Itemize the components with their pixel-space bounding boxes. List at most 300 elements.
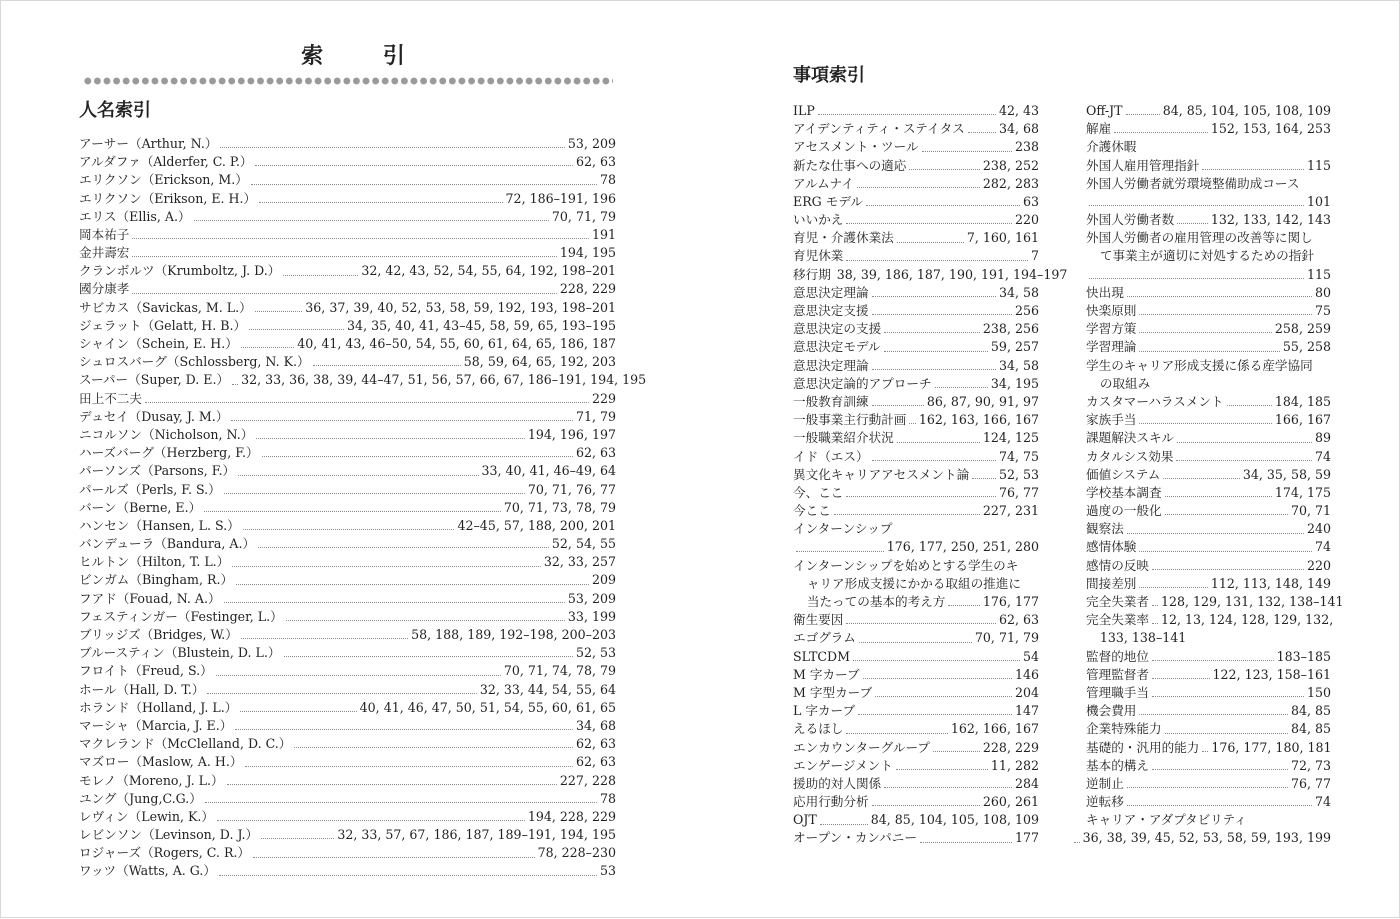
entry-term: 完全失業率	[1086, 612, 1149, 628]
entry-pages: 32, 33, 36, 38, 39, 44–47, 51, 56, 57, 66, 67, 186–191, 194, 195	[241, 372, 647, 388]
index-entry	[1086, 284, 1331, 302]
entry-term: キャリア・アダプタビリティ	[1086, 812, 1247, 828]
index-entry	[793, 302, 1039, 320]
entry-term: 移行期	[793, 266, 831, 282]
entry-pages: 209	[591, 572, 616, 588]
dot-leader	[872, 369, 996, 370]
entry-term: ハンセン（Hansen, L. S.）	[79, 517, 240, 533]
entry-pages: 53, 209	[567, 590, 616, 606]
dot-leader	[227, 784, 557, 785]
dot-leader	[243, 529, 455, 530]
entry-pages: 78	[599, 172, 616, 188]
index-entry	[793, 557, 1039, 575]
entry-term: 観察法	[1086, 521, 1124, 537]
index-entry	[1086, 338, 1331, 356]
dot-leader	[1152, 569, 1304, 570]
entry-pages: 132, 133, 142, 143	[1210, 212, 1331, 228]
index-entry	[793, 320, 1039, 338]
entry-pages: 152, 153, 164, 253	[1210, 121, 1331, 137]
entry-term: 國分康孝	[79, 281, 130, 297]
entry-term: 学生のキャリア形成支援に係る産学協同	[1086, 357, 1313, 373]
dot-leader	[232, 384, 238, 385]
dot-leader	[1165, 496, 1272, 497]
entry-term: レヴィン（Lewin, K.）	[79, 808, 214, 824]
index-entry	[1086, 266, 1331, 284]
entry-pages: 36, 37, 39, 40, 52, 53, 58, 59, 192, 193, 198–201	[305, 299, 616, 315]
entry-term: 育児・介護休業法	[793, 230, 894, 246]
index-entry	[793, 193, 1039, 211]
entry-pages: 80	[1314, 284, 1331, 300]
entry-term: 間接差別	[1086, 575, 1137, 591]
index-entry	[1086, 775, 1331, 793]
entry-pages: 84, 85	[1290, 721, 1331, 737]
entry-pages: 220	[1306, 557, 1331, 573]
index-entry	[1086, 466, 1331, 484]
entry-term: 援助的対人関係	[793, 775, 882, 791]
entry-term: 基本的構え	[1086, 757, 1149, 773]
entry-term: 学校基本調査	[1086, 484, 1162, 500]
entry-term: 過度の一般化	[1086, 503, 1162, 519]
index-entry	[793, 448, 1039, 466]
index-entry	[1082, 830, 1331, 848]
entry-term: クランボルツ（Krumboltz, J. D.）	[79, 263, 281, 279]
entry-pages: 124, 125	[982, 430, 1039, 446]
entry-term: バーン（Berne, E.）	[79, 499, 202, 515]
dot-leader	[922, 151, 1012, 152]
entry-pages: 227, 231	[982, 503, 1039, 519]
dot-leader	[1139, 551, 1312, 552]
dot-leader	[820, 824, 868, 825]
entry-term: 外国人労働者就労環境整備助成コース	[1086, 175, 1300, 191]
dot-leader	[1139, 314, 1312, 315]
index-entry	[1086, 375, 1331, 393]
entry-term: 課題解決スキル	[1086, 430, 1175, 446]
entry-term: て事業主が適切に対処するための指針	[1099, 248, 1314, 264]
index-entry	[79, 190, 616, 208]
entry-term: 外国人労働者数	[1086, 212, 1175, 228]
dot-leader	[241, 638, 408, 639]
entry-term: インターンシップを始めとする学生のキ	[793, 557, 1019, 573]
entry-pages: 53	[599, 863, 616, 879]
index-entry	[793, 266, 1068, 284]
index-entry	[793, 739, 1039, 757]
index-entry	[793, 811, 1039, 829]
dot-leader	[220, 147, 564, 148]
index-entry	[79, 662, 616, 680]
entry-term: カスタマーハラスメント	[1086, 393, 1224, 409]
index-entry	[793, 157, 1039, 175]
entry-pages: 59, 257	[990, 339, 1039, 355]
dot-leader	[897, 242, 964, 243]
index-entry	[1086, 739, 1331, 757]
index-entry	[79, 808, 616, 826]
entry-pages: 40, 41, 46, 47, 50, 51, 54, 55, 60, 61, 65	[359, 699, 616, 715]
entry-term: 意思決定理論	[793, 357, 869, 373]
dot-leader	[283, 275, 358, 276]
dot-leader	[235, 729, 573, 730]
index-entry	[793, 793, 1039, 811]
entry-pages: 238, 256	[982, 321, 1039, 337]
index-entry	[79, 408, 616, 426]
dot-leader	[1152, 605, 1158, 606]
dot-leader	[240, 711, 356, 712]
dot-leader	[216, 675, 501, 676]
subject-index-column-2	[1082, 102, 1344, 848]
entry-pages: 72, 73	[1290, 757, 1331, 773]
entry-term: エンカウンターグループ	[793, 739, 931, 755]
entry-term: 衛生要因	[793, 612, 844, 628]
dot-leader	[204, 511, 501, 512]
dot-leader	[224, 602, 565, 603]
entry-pages: 32, 42, 43, 52, 54, 55, 64, 192, 198–201	[361, 263, 616, 279]
index-entry	[793, 429, 1039, 447]
dot-leader	[132, 238, 589, 239]
index-entry	[793, 539, 1039, 557]
entry-pages: 238	[1014, 139, 1039, 155]
entry-pages: 194, 228, 229	[527, 808, 616, 824]
dot-leader	[1163, 478, 1240, 479]
index-entry	[793, 702, 1039, 720]
entry-term: イド（エス）	[793, 448, 869, 464]
entry-term: 感情の反映	[1086, 557, 1149, 573]
index-entry	[79, 262, 616, 280]
left-page	[1, 1, 701, 919]
index-entry	[1086, 611, 1334, 629]
dot-leader	[1139, 332, 1272, 333]
dot-leader	[933, 751, 980, 752]
index-entry	[793, 611, 1039, 629]
entry-pages: 220	[1014, 212, 1039, 228]
dot-leader	[884, 332, 980, 333]
entry-term: エリス（Ellis, A.）	[79, 208, 191, 224]
entry-pages: 34, 68	[998, 121, 1039, 137]
entry-pages: 227, 228	[559, 772, 616, 788]
entry-pages: 240	[1306, 521, 1331, 537]
dot-leader	[909, 169, 980, 170]
index-entry	[79, 553, 616, 571]
dot-leader	[846, 496, 996, 497]
index-entry	[1086, 157, 1331, 175]
person-index-heading: 人名索引	[79, 100, 151, 121]
entry-term: スーパー（Super, D. E.）	[79, 372, 230, 388]
entry-pages: 176, 177, 180, 181	[1211, 739, 1332, 755]
entry-pages: 63	[1022, 193, 1039, 209]
entry-term: ERG モデル	[793, 193, 863, 209]
index-entry	[793, 775, 1039, 793]
index-entry	[1086, 648, 1331, 666]
dot-leader	[1114, 132, 1208, 133]
index-entry	[793, 175, 1039, 193]
entry-pages: 78	[599, 790, 616, 806]
dot-leader	[1127, 787, 1288, 788]
index-entry	[793, 120, 1039, 138]
index-entry	[79, 790, 616, 808]
dot-leader	[132, 293, 557, 294]
entry-pages: 112, 113, 148, 149	[1210, 575, 1331, 591]
entry-pages: 62, 63	[575, 754, 616, 770]
entry-term: エリクソン（Erikson, E. H.）	[79, 190, 257, 206]
index-entry	[793, 102, 1039, 120]
index-entry	[793, 466, 1039, 484]
index-entry	[1086, 757, 1331, 775]
dot-leader	[875, 696, 1012, 697]
index-entry	[79, 590, 616, 608]
dot-leader	[1152, 623, 1158, 624]
index-entry	[79, 135, 616, 153]
index-entry	[1086, 193, 1331, 211]
dot-leader	[818, 114, 996, 115]
index-entry	[793, 830, 1039, 848]
index-entry	[793, 393, 1039, 411]
entry-pages: 162, 163, 166, 167	[918, 412, 1039, 428]
index-entry	[79, 626, 616, 644]
entry-pages: 72, 186–191, 196	[505, 190, 616, 206]
entry-term: ジェラット（Gelatt, H. B.）	[79, 317, 247, 333]
entry-term: 金井壽宏	[79, 245, 130, 261]
index-entry	[1086, 229, 1331, 247]
entry-pages: 260, 261	[982, 794, 1039, 810]
dotted-divider	[83, 75, 613, 87]
entry-term: ホランド（Holland, J. L.）	[79, 699, 238, 715]
entry-term: 解雇	[1086, 121, 1112, 137]
entry-term: Off-JT	[1086, 102, 1123, 118]
dot-leader	[857, 187, 980, 188]
dot-leader	[236, 584, 589, 585]
entry-pages: 52, 54, 55	[551, 536, 616, 552]
entry-term: 異文化キャリアアセスメント論	[793, 466, 970, 482]
entry-pages: 184, 185	[1274, 393, 1331, 409]
index-entry	[79, 644, 616, 662]
entry-pages: 70, 71, 79	[974, 630, 1039, 646]
index-entry	[793, 575, 1039, 593]
entry-pages: 146	[1014, 666, 1039, 682]
index-entry	[1086, 120, 1331, 138]
dot-leader	[968, 132, 996, 133]
index-entry	[793, 648, 1039, 666]
entry-pages: 62, 63	[998, 612, 1039, 628]
index-entry	[79, 171, 616, 189]
dot-leader	[1202, 751, 1208, 752]
entry-term: シュロスバーグ（Schlossberg, N. K.）	[79, 354, 310, 370]
dot-leader	[253, 857, 535, 858]
index-entry	[1086, 484, 1331, 502]
entry-pages: 258, 259	[1274, 321, 1331, 337]
dot-leader	[1152, 696, 1304, 697]
index-entry	[793, 520, 1039, 538]
index-entry	[79, 863, 616, 881]
entry-pages: 89	[1314, 430, 1331, 446]
index-entry	[79, 371, 647, 389]
dot-leader	[224, 493, 525, 494]
dot-leader	[145, 402, 589, 403]
entry-term: 133, 138–141	[1099, 630, 1187, 646]
entry-term: アルムナイ	[793, 175, 854, 191]
index-entry	[1086, 702, 1331, 720]
entry-term: 逆転移	[1086, 794, 1124, 810]
dot-leader	[948, 605, 980, 606]
index-entry	[79, 535, 616, 553]
entry-term: SLTCDM	[793, 648, 850, 664]
index-entry	[1086, 357, 1331, 375]
entry-pages: 84, 85, 104, 105, 108, 109	[1162, 102, 1331, 118]
entry-pages: 40, 41, 43, 46–50, 54, 55, 60, 61, 64, 65, 186, 187	[297, 336, 616, 352]
dot-leader	[863, 678, 1012, 679]
dot-leader	[872, 296, 996, 297]
dot-leader	[132, 256, 557, 257]
index-entry	[1086, 175, 1331, 193]
entry-pages: 34, 195	[990, 375, 1039, 391]
dot-leader	[1126, 114, 1160, 115]
dot-leader	[884, 787, 1012, 788]
index-entry	[79, 699, 616, 717]
entry-term: シャイン（Schein, E. H.）	[79, 336, 238, 352]
entry-term: 価値システム	[1086, 466, 1161, 482]
dot-leader	[1152, 769, 1288, 770]
entry-term: ホール（Hall, D. T.）	[79, 681, 205, 697]
entry-pages: 52, 53	[575, 645, 616, 661]
entry-term: 快出現	[1086, 284, 1124, 300]
index-entry	[1086, 720, 1331, 738]
dot-leader	[294, 747, 573, 748]
index-entry	[79, 281, 616, 299]
entry-pages: 33, 40, 41, 46–49, 64	[481, 463, 616, 479]
index-entry	[793, 375, 1039, 393]
entry-term: サビカス（Savickas, M. L.）	[79, 299, 252, 315]
dot-leader	[249, 329, 344, 330]
index-entry	[793, 211, 1039, 229]
index-entry	[793, 357, 1039, 375]
entry-term: M 字型カーブ	[793, 684, 873, 700]
entry-term: エリクソン（Erickson, M.）	[79, 172, 248, 188]
dot-leader	[1139, 423, 1272, 424]
entry-pages: 78, 228–230	[537, 845, 616, 861]
entry-pages: 238, 252	[982, 157, 1039, 173]
entry-term: 今、ここ	[793, 484, 844, 500]
dot-leader	[1139, 351, 1280, 352]
entry-pages: 74, 75	[998, 448, 1039, 464]
entry-pages: 194, 195	[559, 245, 616, 261]
entry-pages: 162, 166, 167	[950, 721, 1039, 737]
person-index-list	[79, 135, 647, 881]
entry-pages: 115	[1306, 266, 1331, 282]
index-entry	[1086, 793, 1331, 811]
dot-leader	[896, 769, 988, 770]
entry-pages: 76, 77	[1290, 775, 1331, 791]
entry-pages: 183–185	[1276, 648, 1331, 664]
dot-leader	[1202, 169, 1304, 170]
entry-term: 外国人雇用管理指針	[1086, 157, 1200, 173]
entry-term: L 字カーブ	[793, 703, 856, 719]
dot-leader	[846, 260, 1028, 261]
entry-term: 意思決定モデル	[793, 339, 881, 355]
entry-term: アイデンティティ・ステイタス	[793, 121, 965, 137]
index-entry	[1086, 248, 1331, 266]
entry-term: ヒルトン（Hilton, T. L.）	[79, 554, 230, 570]
entry-pages: 7	[1030, 248, 1039, 264]
dot-leader	[1139, 714, 1288, 715]
entry-pages: 32, 33, 57, 67, 186, 187, 189–191, 194, 195	[337, 827, 616, 843]
dot-leader	[846, 733, 947, 734]
dot-leader	[920, 842, 1012, 843]
index-entry	[793, 629, 1039, 647]
entry-term: ャリア形成支援にかかる取組の推進に	[806, 575, 1021, 591]
entry-pages: 34, 35, 40, 41, 43–45, 58, 59, 65, 193–195	[347, 317, 616, 333]
entry-pages: 42–45, 57, 188, 200, 201	[457, 517, 616, 533]
entry-pages: 256	[1014, 303, 1039, 319]
entry-term: 家族手当	[1086, 412, 1137, 428]
entry-term: 管理監督者	[1086, 666, 1149, 682]
index-entry	[1086, 138, 1331, 156]
dot-leader	[256, 438, 525, 439]
index-entry	[1086, 557, 1331, 575]
entry-pages: 52, 53	[998, 466, 1039, 482]
dot-leader	[1127, 533, 1304, 534]
index-entry	[79, 208, 616, 226]
index-entry	[1086, 393, 1331, 411]
entry-term: 完全失業者	[1086, 594, 1149, 610]
entry-pages: 228, 229	[559, 281, 616, 297]
index-entry	[793, 593, 1039, 611]
entry-term: ビンガム（Bingham, R.）	[79, 572, 234, 588]
dot-leader	[866, 205, 1020, 206]
entry-term: 田上不二夫	[79, 390, 142, 406]
index-entry	[79, 462, 616, 480]
dot-leader	[261, 838, 334, 839]
entry-pages: 32, 33, 44, 54, 55, 64	[479, 681, 616, 697]
dot-leader	[217, 820, 525, 821]
entry-term: バンデューラ（Bandura, A.）	[79, 536, 256, 552]
entry-pages: 34, 58	[998, 357, 1039, 373]
entry-pages: 71, 79	[575, 408, 616, 424]
entry-term: ブルースティン（Blustein, D. L.）	[79, 645, 281, 661]
dot-leader	[313, 365, 461, 366]
index-entry	[79, 153, 616, 171]
entry-pages: 12, 13, 124, 128, 129, 132,	[1160, 612, 1334, 628]
index-entry	[793, 411, 1039, 429]
entry-pages: 38, 39, 186, 187, 190, 191, 194–197	[836, 266, 1068, 282]
dot-leader	[258, 547, 549, 548]
index-entry	[79, 244, 616, 262]
entry-term: 一般事業主行動計画	[793, 412, 907, 428]
entry-term: 学習方策	[1086, 321, 1137, 337]
dot-leader	[262, 456, 573, 457]
index-entry	[1086, 666, 1331, 684]
entry-pages: 177	[1014, 830, 1039, 846]
entry-pages: 55, 258	[1282, 339, 1331, 355]
entry-term: 一般教育訓練	[793, 393, 869, 409]
entry-term: 監督的地位	[1086, 648, 1149, 664]
index-entry	[79, 426, 616, 444]
index-entry	[1086, 429, 1331, 447]
index-entry	[793, 338, 1039, 356]
dot-leader	[1074, 842, 1080, 843]
entry-term: モレノ（Moreno, J. L.）	[79, 772, 224, 788]
entry-term: オープン・カンパニー	[793, 830, 917, 846]
entry-pages: 204	[1014, 684, 1039, 700]
dot-leader	[245, 766, 573, 767]
index-entry	[79, 335, 616, 353]
entry-pages: 84, 85	[1290, 703, 1331, 719]
dot-leader	[872, 314, 1012, 315]
entry-term: 企業特殊能力	[1086, 721, 1162, 737]
entry-pages: 54	[1022, 648, 1039, 664]
dot-leader	[255, 165, 573, 166]
entry-term: いいかえ	[793, 212, 844, 228]
entry-pages: 53, 209	[567, 135, 616, 151]
index-entry	[1086, 502, 1331, 520]
entry-pages: 282, 283	[982, 175, 1039, 191]
index-entry	[79, 317, 616, 335]
